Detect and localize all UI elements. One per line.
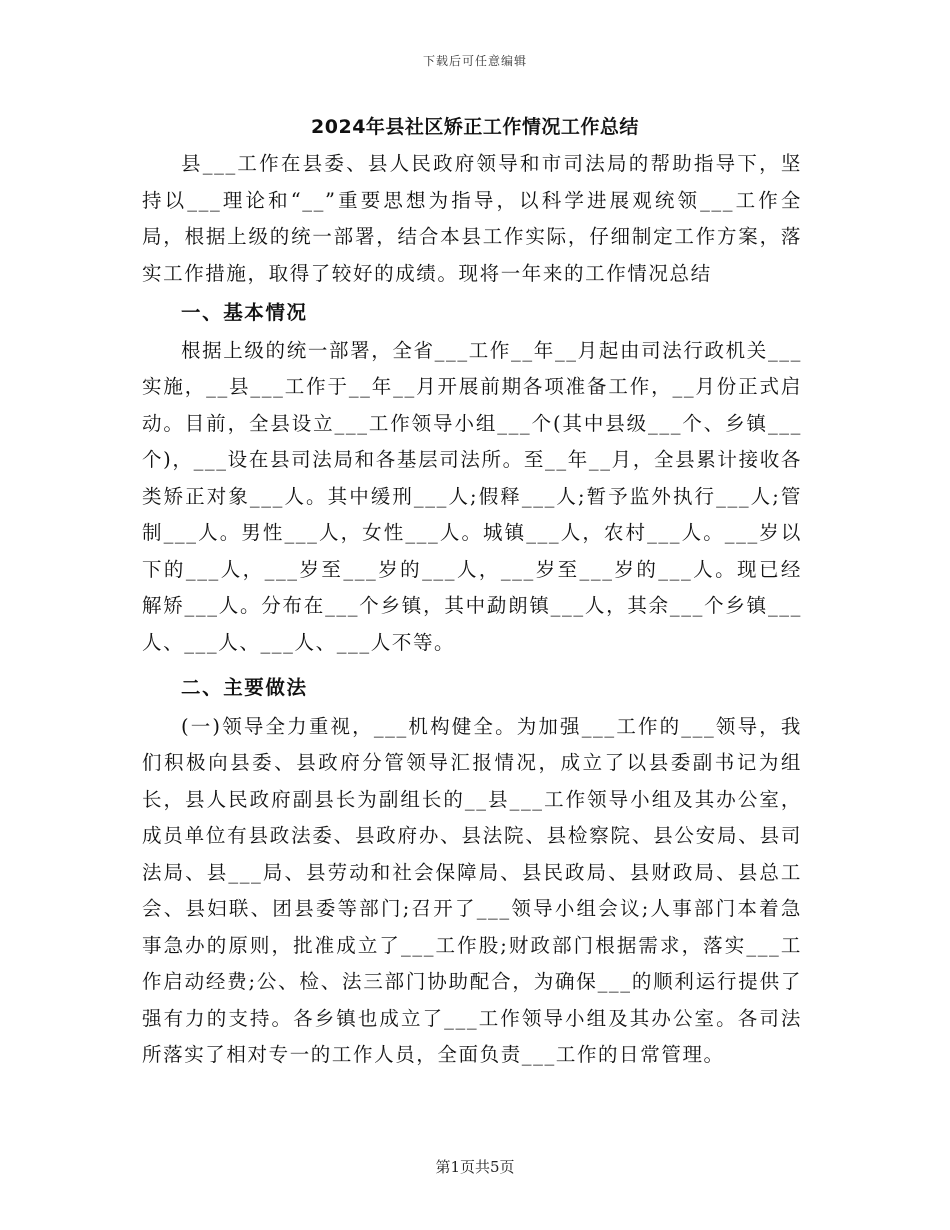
main-practices-paragraph: (一)领导全力重视，___机构健全。为加强___工作的___领导，我们积极向县委、县政府分管领导汇报情况，成立了以县委副书记为组长，县人民政府副县长为副组长的__县___工作领导小组及其办公室，成员单位有县政法委、县政府办、县法院、县检察院、县公安局、县司法局、县___局、县劳动和社会保障局、县民政局、县财政局、县总工会、县妇联、团县委等部门;召开了___领导小组会议;人事部门本着急事急办的原则，批准成立了___工作股;财政部门根据需求，落实___工作启动经费;公、检、法三部门协助配合，为确保___的顺利运行提供了强有力的支持。各乡镇也成立了___工作领导小组及其办公室。各司法所落实了相对专一的工作人员，全面负责___工作的日常管理。 [142,714,802,1066]
page-indicator: 第1页共5页 [435,1158,515,1176]
document-title: 2024年县社区矫正工作情况工作总结 [311,116,639,138]
section-heading-main-practices: 二、主要做法 [181,676,308,699]
intro-paragraph: 县___工作在县委、县人民政府领导和市司法局的帮助指导下，坚持以___理论和“__”重要思想为指导，以科学进展观统领___工作全局，根据上级的统一部署，结合本县工作实际，仔细制定工作方案，落实工作措施，取得了较好的成绩。现将一年来的工作情况总结 [142,152,802,285]
document-body [142,146,802,1074]
section-heading-basic-situation: 一、基本情况 [181,301,308,324]
header-note: 下载后可任意编辑 [422,54,527,68]
basic-situation-paragraph: 根据上级的统一部署，全省___工作__年__月起由司法行政机关___实施，__县___工作于__年__月开展前期各项准备工作，__月份正式启动。目前，全县设立___工作领导小组___个(其中县级___个、乡镇___个)，___设在县司法局和各基层司法所。至__年__月，全县累计接收各类矫正对象___人。其中缓刑___人;假释___人;暂予监外执行___人;管制___人。男性___人，女性___人。城镇___人，农村___人。___岁以下的___人，___岁至___岁的___人，___岁至___岁的___人。现已经解矫___人。分布在___个乡镇，其中勐朗镇___人，其余___个乡镇___人、___人、___人、___人不等。 [142,338,802,654]
